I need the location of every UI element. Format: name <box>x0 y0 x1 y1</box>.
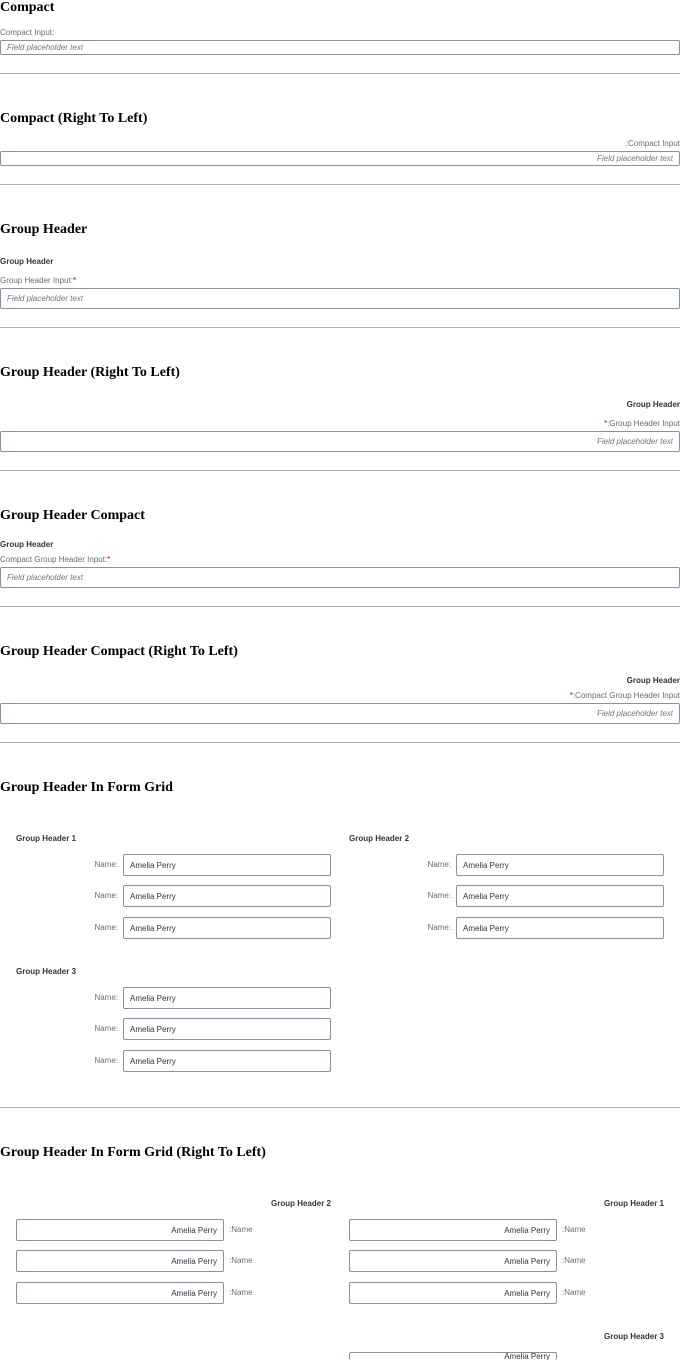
form-grid-rtl-group-3-title: Group Header 3 <box>603 1332 664 1341</box>
section-title-compact: Compact <box>0 0 55 15</box>
group-header-rtl-title: Group Header <box>626 400 680 409</box>
name-input[interactable] <box>123 987 331 1009</box>
form-grid-rtl-group-2-title: Group Header 2 <box>270 1199 331 1208</box>
section-divider <box>0 742 680 743</box>
section-title-group-header-compact-rtl: Group Header Compact (Right To Left) <box>0 644 238 659</box>
name-input[interactable] <box>123 917 331 939</box>
name-label: Name: <box>94 891 118 900</box>
label-text: :Compact Group Header Input <box>572 691 680 700</box>
compact-input[interactable] <box>0 40 680 55</box>
name-input[interactable] <box>16 1250 224 1272</box>
group-header-compact-rtl-input-label <box>570 691 680 701</box>
group-header-input-label <box>0 276 76 286</box>
group-header-compact-title: Group Header <box>0 540 54 549</box>
name-input[interactable] <box>456 885 664 907</box>
section-divider <box>0 73 680 74</box>
group-header-compact-input-label <box>0 555 110 565</box>
group-header-rtl-input-label <box>604 419 680 429</box>
section-divider <box>0 470 680 471</box>
name-label: Name: <box>94 923 118 932</box>
name-input[interactable] <box>123 1018 331 1040</box>
required-indicator: * <box>603 419 608 428</box>
name-label: :Name <box>229 1225 253 1234</box>
name-label: Name: <box>94 1024 118 1033</box>
name-input[interactable] <box>16 1282 224 1304</box>
group-header-compact-rtl-title: Group Header <box>626 676 680 685</box>
form-grid-group-2-title: Group Header 2 <box>349 834 410 843</box>
label-text: Compact Group Header Input: <box>0 555 108 564</box>
compact-rtl-input[interactable] <box>0 151 680 166</box>
group-header-title: Group Header <box>0 257 54 266</box>
group-header-input[interactable] <box>0 288 680 309</box>
name-input[interactable] <box>349 1219 557 1241</box>
name-label: :Name <box>229 1288 253 1297</box>
section-title-group-header-compact: Group Header Compact <box>0 508 145 523</box>
name-input[interactable] <box>123 1050 331 1072</box>
section-title-form-grid-rtl: Group Header In Form Grid (Right To Left) <box>0 1145 266 1160</box>
compact-rtl-input-label: :Compact Input <box>625 139 680 148</box>
form-grid-group-1-title: Group Header 1 <box>16 834 77 843</box>
compact-input-label: Compact Input: <box>0 28 55 37</box>
section-title-compact-rtl: Compact (Right To Left) <box>0 111 148 126</box>
label-text: Group Header Input: <box>0 276 73 285</box>
section-title-group-header: Group Header <box>0 222 88 237</box>
group-header-compact-rtl-input[interactable] <box>0 703 680 724</box>
name-input[interactable] <box>456 854 664 876</box>
name-label: Name: <box>94 993 118 1002</box>
name-input[interactable] <box>349 1282 557 1304</box>
section-divider <box>0 1107 680 1108</box>
name-label: Name: <box>94 860 118 869</box>
section-divider <box>0 327 680 328</box>
section-title-form-grid: Group Header In Form Grid <box>0 780 173 795</box>
section-divider <box>0 184 680 185</box>
name-label: Name: <box>427 891 451 900</box>
name-input[interactable] <box>349 1250 557 1272</box>
required-indicator: * <box>107 555 111 564</box>
form-grid-rtl-group-1-title: Group Header 1 <box>603 1199 664 1208</box>
name-input[interactable] <box>123 854 331 876</box>
form-grid-group-3-title: Group Header 3 <box>16 967 77 976</box>
label-text: :Group Header Input <box>607 419 680 428</box>
group-header-rtl-input[interactable] <box>0 431 680 452</box>
name-label: :Name <box>229 1256 253 1265</box>
section-divider <box>0 606 680 607</box>
name-input[interactable] <box>456 917 664 939</box>
section-title-group-header-rtl: Group Header (Right To Left) <box>0 365 180 380</box>
name-label: Name: <box>427 923 451 932</box>
name-input[interactable] <box>16 1219 224 1241</box>
name-label: :Name <box>562 1288 586 1297</box>
name-input[interactable] <box>349 1352 557 1360</box>
required-indicator: * <box>569 691 573 700</box>
required-indicator: * <box>72 276 77 285</box>
name-label: Name: <box>427 860 451 869</box>
name-label: :Name <box>562 1256 586 1265</box>
name-label: Name: <box>94 1056 118 1065</box>
name-label: :Name <box>562 1225 586 1234</box>
name-input[interactable] <box>123 885 331 907</box>
group-header-compact-input[interactable] <box>0 567 680 588</box>
